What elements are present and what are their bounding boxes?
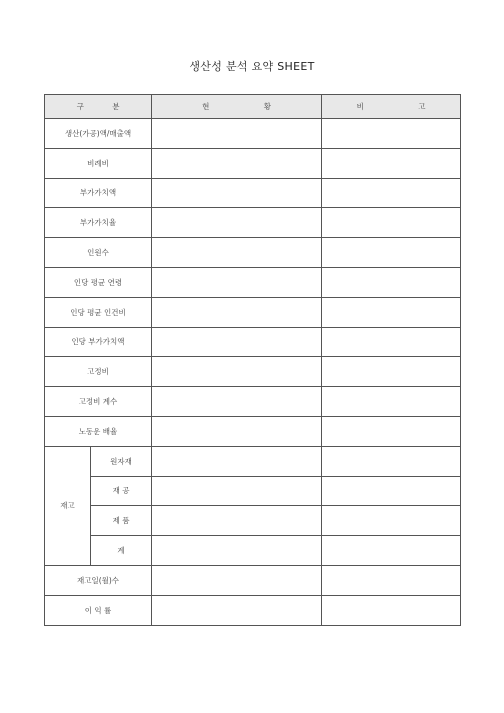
- remarks-cell[interactable]: [322, 208, 461, 238]
- header-status: 현 황: [152, 95, 322, 119]
- remarks-cell[interactable]: [322, 119, 461, 149]
- remarks-cell[interactable]: [322, 416, 461, 446]
- row-label: 인당 평균 인건비: [45, 297, 152, 327]
- row-label: 부가가치율: [45, 208, 152, 238]
- remarks-cell[interactable]: [322, 387, 461, 417]
- status-cell[interactable]: [152, 178, 322, 208]
- table-row: [45, 208, 461, 238]
- table-row: [45, 446, 461, 476]
- table-row: [45, 148, 461, 178]
- table-row: [45, 476, 461, 506]
- status-cell[interactable]: [152, 238, 322, 268]
- status-cell[interactable]: [152, 119, 322, 149]
- remarks-cell[interactable]: [322, 267, 461, 297]
- row-label: 부가가치액: [45, 178, 152, 208]
- status-cell[interactable]: [152, 327, 322, 357]
- row-label: 인당 평균 연령: [45, 267, 152, 297]
- row-label: 노동운 배율: [45, 416, 152, 446]
- inventory-group-label: 재고: [45, 446, 91, 565]
- table-row: [45, 297, 461, 327]
- remarks-cell[interactable]: [322, 446, 461, 476]
- table-row: [45, 387, 461, 417]
- table-row: [45, 416, 461, 446]
- status-cell[interactable]: [152, 416, 322, 446]
- inventory-item-label: 계: [91, 536, 152, 566]
- status-cell[interactable]: [152, 476, 322, 506]
- table-row: [45, 536, 461, 566]
- remarks-cell[interactable]: [322, 327, 461, 357]
- status-cell[interactable]: [152, 536, 322, 566]
- status-cell[interactable]: [152, 148, 322, 178]
- row-label: 고정비 계수: [45, 387, 152, 417]
- status-cell[interactable]: [152, 565, 322, 595]
- inventory-item-label: 제 품: [91, 506, 152, 536]
- remarks-cell[interactable]: [322, 476, 461, 506]
- remarks-cell[interactable]: [322, 357, 461, 387]
- table-row: [45, 238, 461, 268]
- remarks-cell[interactable]: [322, 178, 461, 208]
- row-label: 비례비: [45, 148, 152, 178]
- table-row: [45, 565, 461, 595]
- remarks-cell[interactable]: [322, 506, 461, 536]
- status-cell[interactable]: [152, 595, 322, 625]
- row-label: 이 익 률: [45, 595, 152, 625]
- table-row: [45, 178, 461, 208]
- status-cell[interactable]: [152, 297, 322, 327]
- productivity-summary-table: [44, 94, 461, 626]
- row-label: 생산(가공)액/매출액: [45, 119, 152, 149]
- remarks-cell[interactable]: [322, 297, 461, 327]
- remarks-cell[interactable]: [322, 238, 461, 268]
- row-label: 재고일(월)수: [45, 565, 152, 595]
- row-label: 인원수: [45, 238, 152, 268]
- header-category: 구 분: [45, 95, 152, 119]
- table-row: [45, 595, 461, 625]
- remarks-cell[interactable]: [322, 148, 461, 178]
- remarks-cell[interactable]: [322, 565, 461, 595]
- inventory-item-label: 재 공: [91, 476, 152, 506]
- status-cell[interactable]: [152, 387, 322, 417]
- inventory-item-label: 원자재: [91, 446, 152, 476]
- status-cell[interactable]: [152, 506, 322, 536]
- table-row: [45, 267, 461, 297]
- table-row: [45, 119, 461, 149]
- header-remarks: 비 고: [322, 95, 461, 119]
- table-row: [45, 357, 461, 387]
- row-label: 고정비: [45, 357, 152, 387]
- page-title: 생산성 분석 요약 SHEET: [189, 60, 315, 73]
- table-row: [45, 506, 461, 536]
- status-cell[interactable]: [152, 357, 322, 387]
- remarks-cell[interactable]: [322, 536, 461, 566]
- status-cell[interactable]: [152, 446, 322, 476]
- header-row: [45, 95, 461, 119]
- status-cell[interactable]: [152, 208, 322, 238]
- table-row: [45, 327, 461, 357]
- status-cell[interactable]: [152, 267, 322, 297]
- remarks-cell[interactable]: [322, 595, 461, 625]
- row-label: 인당 부가가치액: [45, 327, 152, 357]
